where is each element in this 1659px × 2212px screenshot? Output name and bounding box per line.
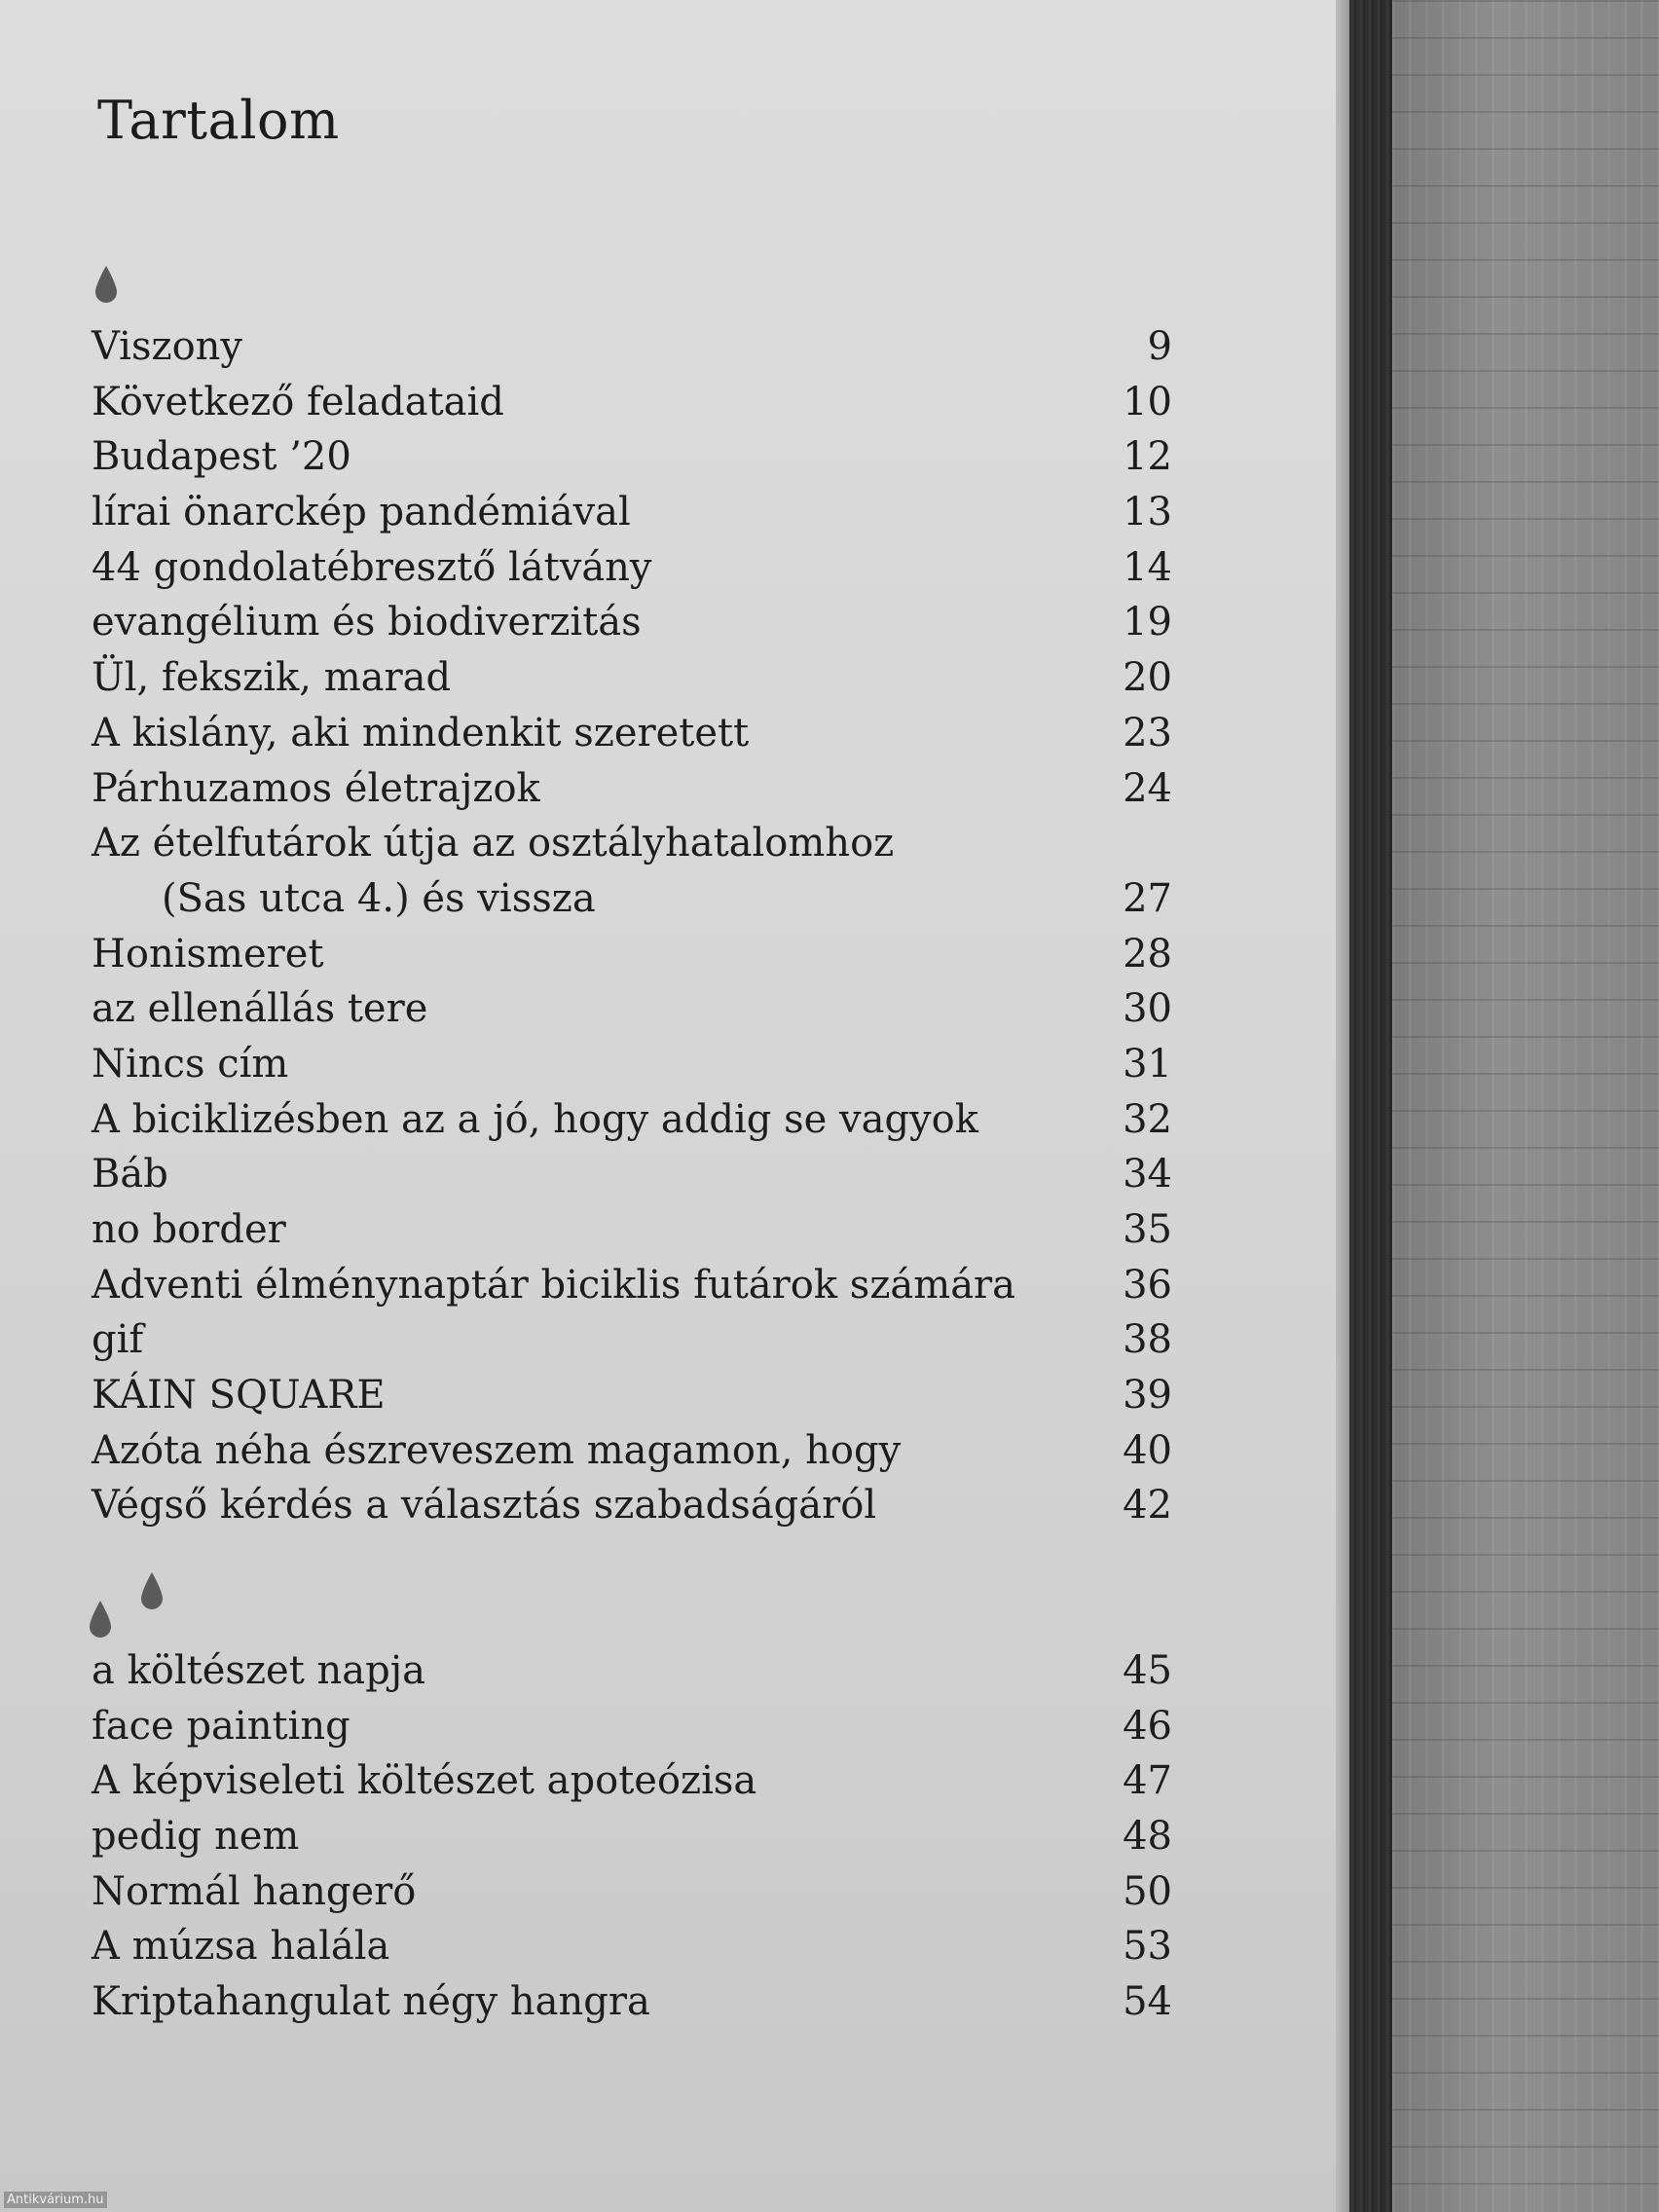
water-drop-icon [88, 1600, 113, 1639]
toc-entry [92, 1147, 1172, 1202]
toc-entry-title: A múzsa halála [92, 1924, 390, 1970]
toc-entry [92, 706, 1172, 761]
toc-entry-title: Párhuzamos életrajzok [92, 765, 540, 811]
toc-entry-title: Nincs cím [92, 1041, 289, 1087]
toc-entry-title: Báb [92, 1152, 168, 1198]
book-spine [1349, 0, 1392, 2212]
toc-entry [92, 1092, 1172, 1148]
water-drop-icon [139, 1571, 165, 1610]
toc-entry [92, 595, 1172, 650]
toc-entry [92, 1864, 1172, 1920]
toc-entry-title: Következő feladataid [92, 379, 504, 424]
toc-entry-title: Normál hangerő [92, 1868, 417, 1914]
toc-entry [92, 540, 1172, 596]
toc-entry-continuation [92, 871, 1172, 927]
toc-entry-page: 20 [1123, 655, 1172, 701]
toc-entry [92, 319, 1172, 375]
toc-entry [92, 1258, 1172, 1313]
toc-entry [92, 1202, 1172, 1258]
toc-entry-title: gif [92, 1317, 144, 1363]
toc-entry [92, 375, 1172, 430]
toc-entry-title: Adventi élménynaptár biciklis futárok számára [92, 1262, 1016, 1308]
cover-board [1392, 0, 1659, 2212]
page-title: Tartalom [97, 90, 340, 151]
toc-entry [92, 1919, 1172, 1974]
toc-entry-title: A biciklizésben az a jó, hogy addig se vagyok [92, 1096, 978, 1142]
toc-entry-page: 30 [1123, 986, 1172, 1032]
toc-entry-title: KÁIN SQUARE [92, 1373, 386, 1419]
toc-entry [92, 981, 1172, 1037]
toc-entry-page: 34 [1123, 1152, 1172, 1198]
toc-entry-title: lírai önarckép pandémiával [92, 490, 631, 535]
toc-entry-title: Végső kérdés a választás szabadságáról [92, 1483, 877, 1529]
toc-entry-title: Budapest ’20 [92, 434, 351, 480]
toc-section-2 [92, 1643, 1172, 2030]
toc-entry-page: 28 [1123, 931, 1172, 977]
toc-entry-title: face painting [92, 1703, 350, 1749]
toc-entry-page: 42 [1123, 1483, 1172, 1529]
toc-entry-title: pedig nem [92, 1814, 300, 1860]
toc-section-1 [92, 319, 1172, 1533]
toc-entry [92, 1423, 1172, 1479]
toc-entry-page: 31 [1123, 1041, 1172, 1087]
toc-entry-page: 36 [1123, 1262, 1172, 1308]
toc-entry-title: A kislány, aki mindenkit szeretett [92, 710, 750, 756]
toc-entry-page: 13 [1123, 490, 1172, 535]
toc-entry-page: 9 [1147, 324, 1172, 369]
toc-entry-page: 24 [1123, 765, 1172, 811]
toc-entry-page: 14 [1123, 544, 1172, 590]
toc-entry-title: az ellenállás tere [92, 986, 428, 1032]
toc-entry-page: 27 [1123, 875, 1172, 921]
toc-entry-page: 32 [1123, 1096, 1172, 1142]
toc-entry [92, 650, 1172, 706]
toc-entry [92, 1974, 1172, 2030]
toc-entry [92, 1312, 1172, 1368]
toc-entry [92, 485, 1172, 540]
toc-entry [92, 1753, 1172, 1809]
toc-entry [92, 927, 1172, 982]
toc-entry-title: a költészet napja [92, 1648, 425, 1693]
toc-entry-page: 46 [1123, 1703, 1172, 1749]
toc-entry-title: 44 gondolatébresztő látvány [92, 544, 652, 590]
toc-entry-page: 48 [1123, 1814, 1172, 1860]
toc-entry [92, 429, 1172, 485]
page-edge [1336, 0, 1349, 2212]
toc-entry-page: 35 [1123, 1207, 1172, 1252]
toc-entry-title: Viszony [92, 324, 243, 369]
toc-entry [92, 1368, 1172, 1423]
toc-entry-title: no border [92, 1207, 286, 1252]
toc-entry-title: Honismeret [92, 931, 324, 977]
toc-entry [92, 1643, 1172, 1699]
toc-entry-title: evangélium és biodiverzitás [92, 600, 642, 645]
toc-entry-page: 19 [1123, 600, 1172, 645]
toc-entry-page: 23 [1123, 710, 1172, 756]
toc-entry-page: 54 [1123, 1979, 1172, 2025]
toc-entry [92, 1478, 1172, 1533]
toc-entry-page: 12 [1123, 434, 1172, 480]
toc-entry-title-continuation: (Sas utca 4.) és vissza [162, 875, 596, 921]
toc-entry [92, 1809, 1172, 1864]
toc-entry-page: 38 [1123, 1317, 1172, 1363]
water-drop-icon [93, 265, 119, 304]
toc-entry-page: 45 [1123, 1648, 1172, 1693]
toc-entry-page: 53 [1123, 1924, 1172, 1970]
toc-entry-page: 50 [1123, 1868, 1172, 1914]
toc-entry-title: Az ételfutárok útja az osztályhatalomhoz [92, 821, 895, 866]
toc-entry-title: Kriptahangulat négy hangra [92, 1979, 650, 2025]
toc-entry-title: Ül, fekszik, marad [92, 655, 452, 701]
toc-entry-page: 10 [1123, 379, 1172, 424]
toc-entry [92, 1699, 1172, 1754]
toc-entry-page: 40 [1123, 1427, 1172, 1473]
toc-entry-page: 39 [1123, 1373, 1172, 1419]
toc-entry [92, 816, 1172, 871]
watermark: Antikvárium.hu [4, 2192, 107, 2208]
toc-entry-title: Azóta néha észreveszem magamon, hogy [92, 1427, 902, 1473]
toc-entry-page: 47 [1123, 1758, 1172, 1804]
toc-entry-title: A képviseleti költészet apoteózisa [92, 1758, 757, 1804]
toc-entry [92, 761, 1172, 817]
toc-entry [92, 1037, 1172, 1092]
